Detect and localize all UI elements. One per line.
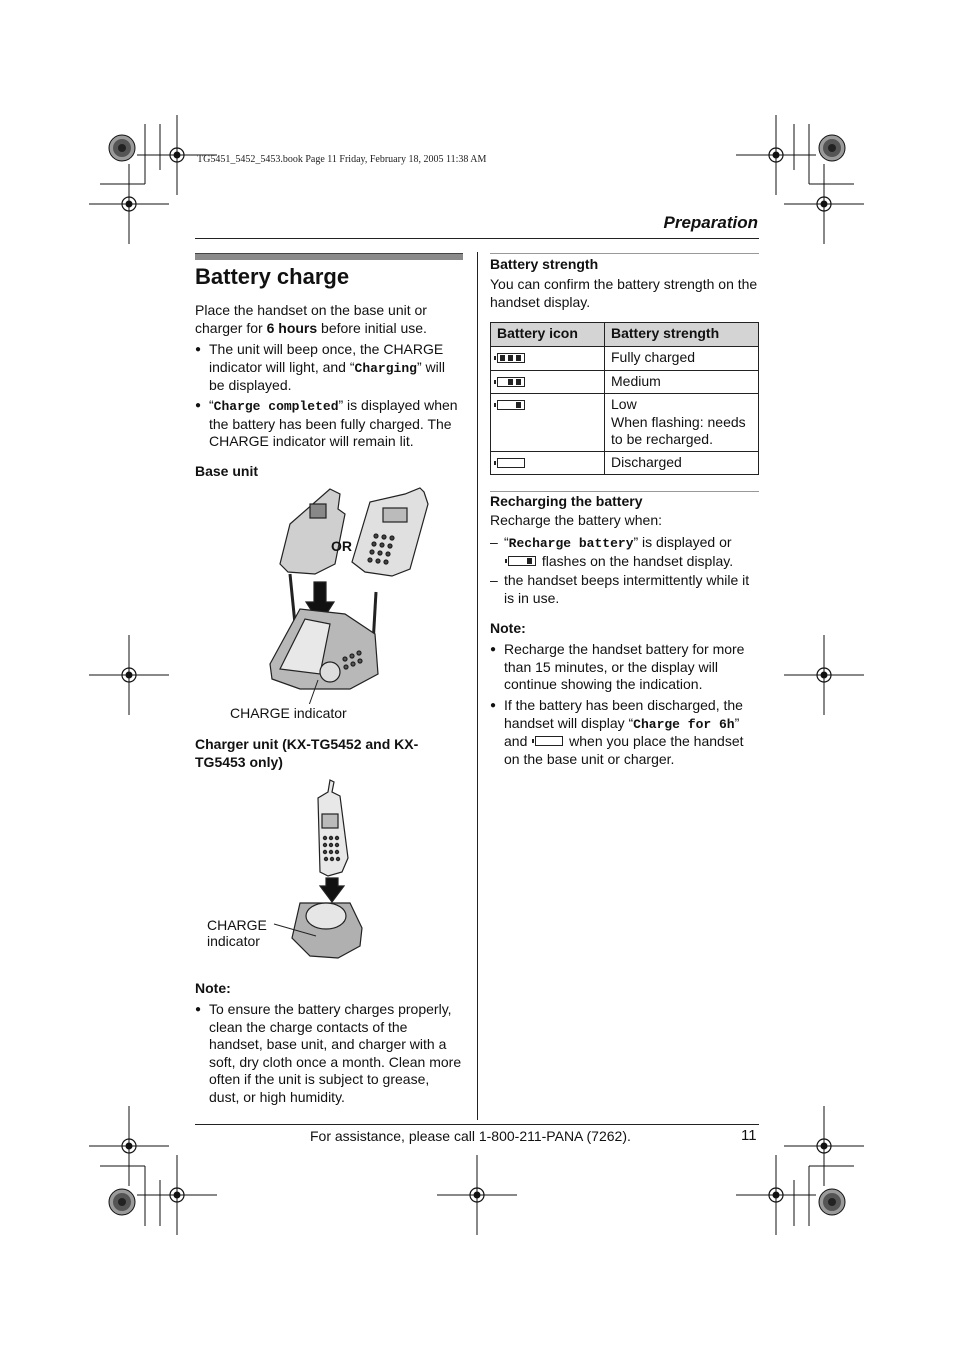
- base-unit-title: Base unit: [195, 463, 259, 479]
- battery-low-icon: [497, 400, 525, 410]
- intro-text: Place the handset on the base unit or charger for 6 hours before initial use.: [195, 302, 427, 336]
- table-cell: Low When flashing: needs to be recharged.: [605, 394, 759, 452]
- battery-medium-icon: [497, 377, 525, 387]
- or-label: OR: [331, 538, 352, 554]
- list-item: ● Recharge the handset battery for more than 15 minutes, or the display will continue showing the indication.: [490, 641, 759, 694]
- table-cell: Medium: [605, 370, 759, 394]
- list-item: ● If the battery has been discharged, the handset will display “Charge for 6h” and when you place the handset on the base unit or charger.: [490, 697, 759, 768]
- battery-table: [490, 322, 759, 475]
- recharging-title: Recharging the battery: [490, 493, 643, 509]
- header-rule: [195, 238, 759, 239]
- battery-strength-title: Battery strength: [490, 256, 599, 272]
- divider: [490, 253, 759, 254]
- table-row: [491, 347, 759, 371]
- table-header: Battery icon: [491, 323, 605, 347]
- table-row: [491, 370, 759, 394]
- footer-text: For assistance, please call 1-800-211-PANA (7262).: [310, 1128, 631, 1144]
- battery-strength-text: You can confirm the battery strength on the handset display.: [490, 276, 758, 310]
- base-unit-illustration: [260, 484, 440, 704]
- left-note-text: ● To ensure the battery charges properly, clean the charge contacts of the handset, base unit, and charger with a soft, dry cloth once a month. Clean more often if the unit is subject to grease, dust, or high humidity.: [195, 1001, 463, 1106]
- crop-info: TG5451_5452_5453.book Page 11 Friday, February 18, 2005 11:38 AM: [197, 154, 487, 165]
- footer-rule: [195, 1124, 759, 1125]
- heading-bar: [195, 253, 463, 260]
- table-cell: Discharged: [605, 451, 759, 475]
- table-row: [491, 451, 759, 475]
- battery-full-icon: [497, 353, 525, 363]
- battery-empty-icon: [535, 736, 563, 746]
- page-number: 11: [741, 1127, 757, 1144]
- battery-empty-icon: [497, 458, 525, 468]
- left-note-title: Note:: [195, 980, 231, 996]
- table-row: [491, 394, 759, 452]
- charger-charge-indicator-label: CHARGE indicator: [207, 917, 267, 949]
- section-title: Preparation: [663, 213, 758, 232]
- list-item: – the handset beeps intermittently while it is in use.: [490, 572, 750, 606]
- base-charge-indicator-label: CHARGE indicator: [230, 705, 347, 721]
- column-divider: [477, 252, 478, 1120]
- charger-illustration: [270, 778, 370, 960]
- battery-low-icon: [508, 556, 536, 566]
- list-item: – “Recharge battery” is displayed or flashes on the handset display.: [490, 534, 734, 569]
- divider: [490, 491, 759, 492]
- right-note-title: Note:: [490, 620, 526, 636]
- list-item: ● “Charge completed” is displayed when the battery has been fully charged. The CHARGE indicator will remain lit.: [195, 397, 463, 451]
- recharging-text: Recharge the battery when:: [490, 512, 662, 528]
- list-item: ● The unit will beep once, the CHARGE indicator will light, and “Charging” will be displayed.: [195, 341, 463, 395]
- page-heading: Battery charge: [195, 264, 350, 289]
- table-header: Battery strength: [605, 323, 759, 347]
- charger-unit-title: Charger unit (KX-TG5452 and KX-TG5453 only): [195, 736, 419, 770]
- table-cell: Fully charged: [605, 347, 759, 371]
